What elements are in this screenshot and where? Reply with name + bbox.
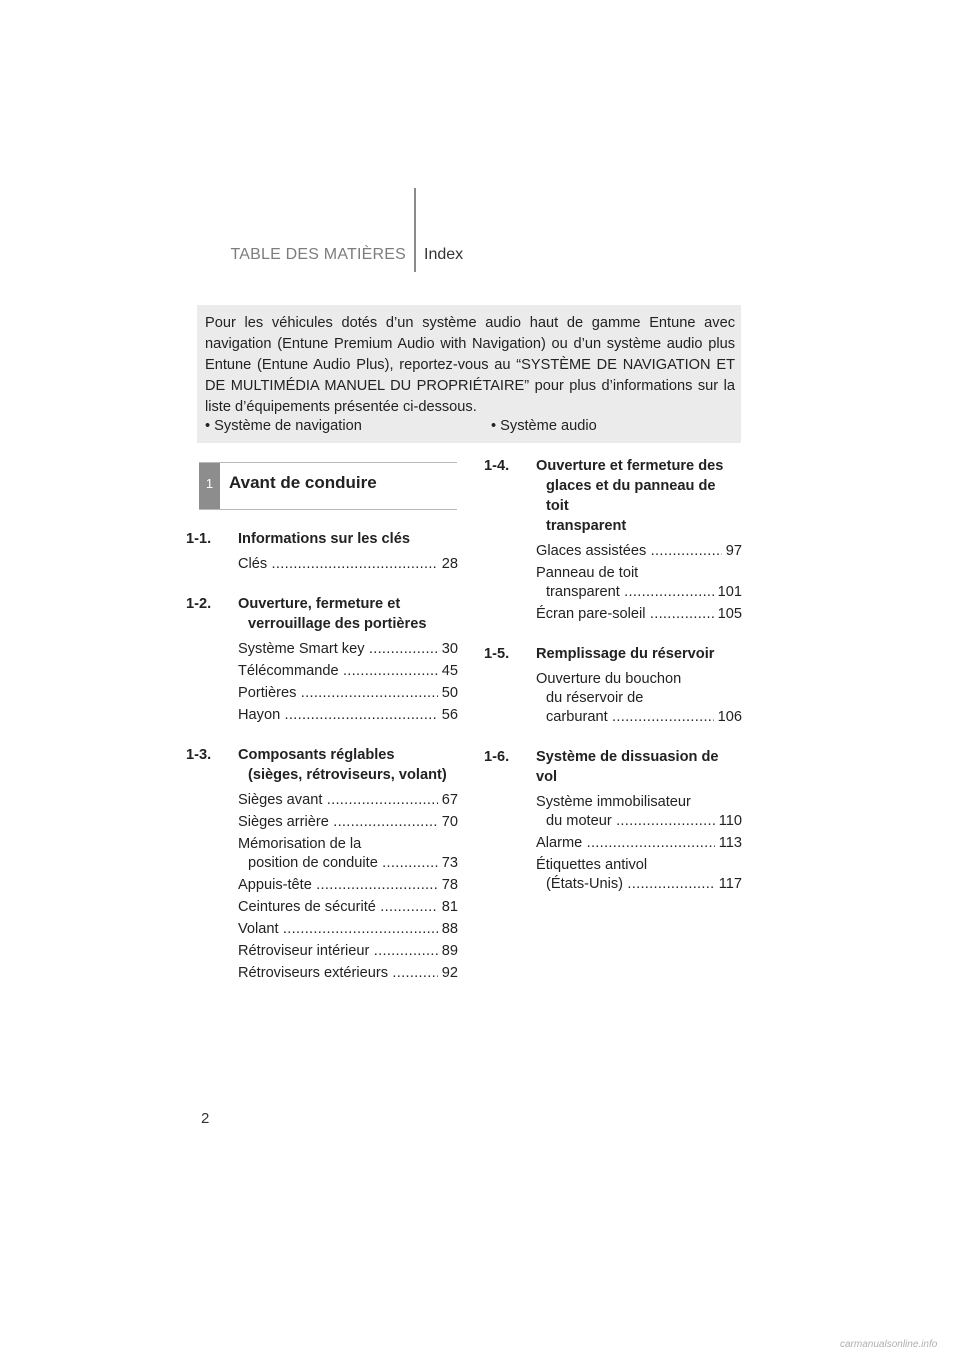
toc-entry[interactable] [186, 555, 458, 574]
page-number: 2 [201, 1110, 210, 1127]
toc-group-number: 1-4. [484, 458, 510, 474]
toc-entry[interactable] [186, 662, 458, 681]
toc-entry-title: carburant [546, 709, 608, 725]
toc-entry-page: 70 [438, 813, 458, 832]
toc-entry-title: transparent [546, 584, 620, 600]
toc-entry-title: Mémorisation de la [238, 836, 362, 852]
toc-group-title: Informations sur les clés [238, 531, 410, 547]
toc-group-number: 1-3. [186, 747, 212, 763]
toc-group [484, 747, 742, 894]
toc-entry-page: 45 [438, 662, 458, 681]
toc-entry[interactable] [186, 942, 458, 961]
toc-group-heading[interactable] [186, 594, 458, 634]
toc-entry-page: 106 [714, 708, 742, 727]
toc-entry-title: Glaces assistées [536, 543, 647, 559]
toc-group-title: transparent [546, 518, 627, 534]
toc-group [186, 529, 458, 574]
toc-entry-page: 78 [438, 876, 458, 895]
toc-entry[interactable] [186, 706, 458, 725]
toc-entry[interactable] [484, 834, 742, 853]
toc-entry-title: Sièges arrière [238, 814, 329, 830]
toc-entry-title: Volant [238, 921, 279, 937]
toc-group-heading[interactable] [186, 745, 458, 785]
toc-entry[interactable] [186, 684, 458, 703]
toc-entry[interactable] [484, 542, 742, 561]
toc-entry-page: 50 [438, 684, 458, 703]
toc-entry[interactable] [186, 835, 458, 873]
toc-entry-title: Télécommande [238, 663, 339, 679]
toc-entry-page: 89 [438, 942, 458, 961]
watermark: carmanualsonline.info [840, 1339, 938, 1350]
toc-entry-title: (États-Unis) [546, 876, 624, 892]
toc-entry-title: Rétroviseurs extérieurs [238, 965, 389, 981]
toc-entry-title: Portières [238, 685, 297, 701]
info-text: Pour les véhicules dotés d’un système audio haut de gamme Entune avec navigation (Entune Premium Audio with Navigation) ou d’un système audio plus Entune (Entune Audio Plus), reportez-vous au “SYSTÈME DE NAVIGATION ET DE MULTIMÉDIA MANUEL DU PROPRIÉTAIRE” pour plus d’informations sur la liste d’équipements présentée ci-dessous. [205, 315, 735, 415]
toc-group-title: Ouverture et fermeture des [536, 458, 724, 474]
nav-toc-link[interactable]: TABLE DES MATIÈRES [230, 246, 406, 263]
toc-entry-title: Système immobilisateur [536, 794, 691, 810]
toc-entry-title: Rétroviseur intérieur [238, 943, 370, 959]
toc-entry-page: 110 [715, 812, 742, 831]
toc-group-heading[interactable] [484, 456, 742, 536]
section-number: 1 [199, 463, 220, 509]
toc-entry[interactable] [186, 791, 458, 810]
nav-divider [414, 188, 416, 272]
toc-group-heading[interactable] [484, 747, 742, 787]
info-box [197, 305, 741, 443]
toc-entry-title: Panneau de toit [536, 565, 639, 581]
section-header [199, 462, 457, 510]
toc-group-number: 1-1. [186, 531, 212, 547]
toc-group-heading[interactable] [186, 529, 458, 549]
toc-entry-page: 101 [714, 583, 742, 602]
toc-entry[interactable] [484, 670, 742, 727]
bullet-audio: • Système audio [491, 418, 597, 434]
toc-group [484, 456, 742, 624]
toc-entry-title: Hayon [238, 707, 281, 723]
toc-group-title: verrouillage des portières [248, 616, 427, 632]
toc-group-title: Composants réglables [238, 747, 395, 763]
toc-entry-page: 113 [715, 834, 742, 853]
toc-entry-title: du réservoir de [546, 690, 644, 706]
toc-entry[interactable] [186, 920, 458, 939]
toc-group-title: glaces et du panneau de toit [546, 478, 716, 514]
toc-entry[interactable] [186, 813, 458, 832]
toc-entry-title: Appuis-tête [238, 877, 312, 893]
toc-entry-title: du moteur [546, 813, 612, 829]
toc-group [484, 644, 742, 727]
toc-entry-title: Ceintures de sécurité [238, 899, 376, 915]
toc-group-title: Remplissage du réservoir [536, 646, 715, 662]
toc-entry-title: Ouverture du bouchon [536, 671, 682, 687]
toc-entry-page: 67 [438, 791, 458, 810]
toc-entry[interactable] [186, 964, 458, 983]
toc-entry-page: 92 [438, 964, 458, 983]
nav-index-link[interactable]: Index [424, 246, 464, 263]
toc-entry[interactable] [186, 640, 458, 659]
toc-entry-title: Alarme [536, 835, 583, 851]
toc-entry-title: Étiquettes antivol [536, 857, 648, 873]
toc-entry-title: Sièges avant [238, 792, 323, 808]
toc-group-number: 1-6. [484, 749, 510, 765]
toc-entry-title: Écran pare-soleil [536, 606, 646, 622]
toc-entry-page: 105 [714, 605, 742, 624]
toc-column-right [484, 456, 742, 914]
toc-entry-title: Système Smart key [238, 641, 365, 657]
toc-entry[interactable] [484, 856, 742, 894]
section-title: Avant de conduire [229, 473, 377, 492]
toc-group-number: 1-5. [484, 646, 510, 662]
toc-entry[interactable] [186, 898, 458, 917]
bullet-navigation: • Système de navigation [205, 418, 362, 434]
toc-entry-page: 97 [722, 542, 742, 561]
toc-entry-page: 28 [438, 555, 458, 574]
toc-entry[interactable] [484, 564, 742, 602]
toc-group-heading[interactable] [484, 644, 742, 664]
toc-entry-page: 56 [438, 706, 458, 725]
toc-entry-title: position de conduite [248, 855, 378, 871]
toc-entry-page: 73 [438, 854, 458, 873]
toc-entry[interactable] [484, 793, 742, 831]
toc-entry-page: 88 [438, 920, 458, 939]
toc-group-title: (sièges, rétroviseurs, volant) [248, 767, 447, 783]
toc-entry-title: Clés [238, 556, 268, 572]
toc-entry[interactable] [484, 605, 742, 624]
toc-group-number: 1-2. [186, 596, 212, 612]
toc-entry-page: 117 [715, 875, 742, 894]
toc-group [186, 745, 458, 983]
toc-entry[interactable] [186, 876, 458, 895]
toc-entry-page: 30 [438, 640, 458, 659]
toc-group [186, 594, 458, 725]
toc-column-left [186, 529, 458, 1003]
toc-group-title: Ouverture, fermeture et [238, 596, 401, 612]
toc-group-title: Système de dissuasion de vol [536, 749, 719, 785]
toc-entry-page: 81 [438, 898, 458, 917]
